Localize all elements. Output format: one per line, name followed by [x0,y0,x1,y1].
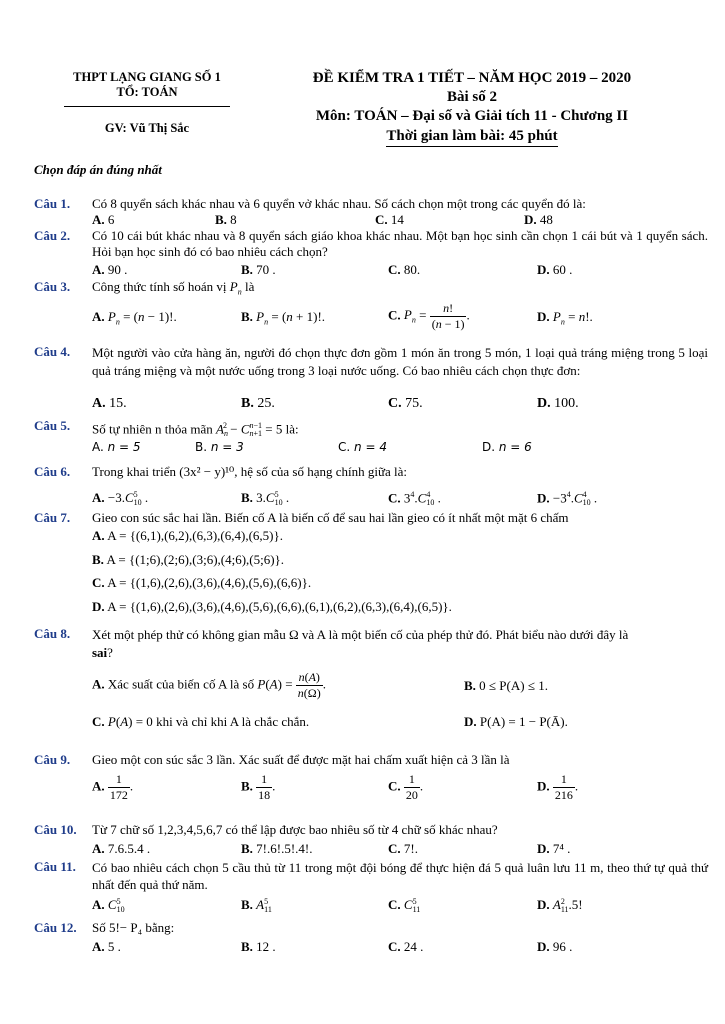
option-b[interactable]: B. n = 3 [195,440,244,454]
question-text: Có bao nhiêu cách chọn 5 cầu thủ từ 11 trong một đội bóng để thực hiện đá 5 quả luân lưu 11 m, theo thứ tự quả thứ nhất đến quả thứ năm. [92,860,708,892]
time-line: Thời gian làm bài: 45 phút [386,126,557,147]
option-a[interactable]: A. Xác suất của biến cố A là số P(A) = $\frac{n(A)}{n(\Omega)}$ . [92,670,326,700]
exam-title: ĐỀ KIỂM TRA 1 TIẾT – NĂM HỌC 2019 – 2020 [312,70,632,86]
option-a[interactable]: A. 6 [92,212,115,227]
option-d[interactable]: D. 100. [537,396,579,411]
option-c[interactable]: C. n = 4 [338,440,387,454]
question-text: Gieo con súc sắc hai lần. Biến cố A là biến cố để sau hai lần gieo có ít nhất một mặt 6 chấm [92,510,569,525]
school-name: THPT LẠNG GIANG SỐ 1 [73,70,221,84]
teacher-name: GV: Vũ Thị Sắc [104,121,190,135]
option-a[interactable]: A. 15. [92,396,127,411]
option-a[interactable]: A. $\frac{1}{172}$ . [92,772,134,802]
option-b[interactable]: B. A5 11 [241,897,272,915]
option-c[interactable]: C. $\frac{1}{20}$ . [388,772,424,802]
option-c[interactable]: C. C5 11 [388,897,421,915]
option-a[interactable]: A. n = 5 [92,440,141,454]
option-b[interactable]: B. 25. [241,396,275,411]
header-left [58,70,236,136]
option-d[interactable]: D. 60 . [537,262,573,277]
option-d[interactable]: D. A2 11.5! [537,897,583,915]
question-number: Câu 7. [34,510,71,525]
option-b[interactable]: B. 12 . [241,939,276,954]
option-c[interactable]: C. 24 . [388,939,424,954]
question-text: Xét một phép thử có không gian mẫu Ω và A là một biến cố của phép thử đó. Phát biểu nào dưới đây là [92,627,629,642]
option-a[interactable]: A. A = {(6,1),(6,2),(6,3),(6,4),(6,5)}. [92,528,283,543]
question-number: Câu 4. [34,344,71,359]
question-text: Số 5!− P₄ bằng: [92,920,175,935]
question-text: Số tự nhiên n thỏa mãn [92,421,213,437]
question-number: Câu 10. [34,822,77,837]
option-d[interactable]: D. 96 . [537,939,573,954]
option-d[interactable]: D. n = 6 [482,440,532,454]
option-b[interactable]: B. 70 . [241,262,276,277]
department: TỔ: TOÁN [116,85,178,99]
option-b[interactable]: B. 7!.6!.5!.4!. [241,841,313,856]
question-text: Có 10 cái bút khác nhau và 8 quyển sách giáo khoa khác nhau. Một bạn học sinh cần chọn 1 cái bút và 1 quyển sách. Hỏi bạn học sinh đó có bao nhiêu cách chọn? [92,228,708,259]
option-a[interactable]: A. $P_n = (n - 1)$!. [92,309,177,327]
option-d[interactable]: D. $\frac{1}{216}$ . [537,772,579,802]
option-c[interactable]: C. P(A) = 0 khi và chỉ khi A là chắc chắn. [92,714,310,729]
question-number: Câu 1. [34,196,71,211]
option-b[interactable]: B. $\frac{1}{18}$ . [241,772,276,802]
question-text: Trong khai triển (3x² − y)¹⁰, hệ số của số hạng chính giữa là: [92,464,408,479]
option-d[interactable]: D. $P_n = n$!. [537,309,593,327]
option-c[interactable]: C. 75. [388,396,423,411]
option-d[interactable]: D. 48 [524,212,553,227]
question-number: Câu 11. [34,859,76,874]
option-a[interactable]: A. C5 10 [92,897,125,915]
question-number: Câu 6. [34,464,71,479]
question-number: Câu 9. [34,752,71,767]
option-c[interactable]: C. $P_n$ = $\frac{n!}{(n - 1)}$ . [388,301,470,331]
question-keyword: sai [92,645,108,660]
question-text: Có 8 quyển sách khác nhau và 6 quyển vở khác nhau. Số cách chọn một trong các quyển đó là: [92,196,586,211]
option-a[interactable]: A. 7.6.5.4 . [92,841,151,856]
option-a[interactable]: A. 90 . [92,262,128,277]
option-c[interactable]: C. $3^4.C4$ 10 . [388,490,441,508]
question-text: Một người vào cửa hàng ăn, người đó chọn thực đơn gồm 1 món ăn trong 5 món, 1 loại quả tráng miệng trong 5 loại quả tráng miệng và một nước uống trong 3 loại nước uống. Có bao nhiêu cách chọn thực đơn: [92,345,708,378]
question-number: Câu 8. [34,626,71,641]
option-d[interactable]: D. P(A) = 1 − P(Ā). [464,714,568,729]
option-a[interactable]: A. 5 . [92,939,121,954]
question-text: Công thức tính số hoán vị [92,279,227,294]
header-right [282,69,662,147]
subject-line: Môn: TOÁN – Đại số và Giải tích 11 - Chương II [315,108,629,124]
question-text: Gieo một con súc sắc 3 lần. Xác suất để được mặt hai chấm xuất hiện cả 3 lần là [92,752,510,767]
option-b[interactable]: B. 8 [215,212,237,227]
option-c[interactable]: C. 7!. [388,841,418,856]
option-a[interactable]: A. −3.C5 10 . [92,490,149,508]
instruction: Chọn đáp án đúng nhất [34,162,162,177]
option-d[interactable]: D. A = {(1,6),(2,6),(3,6),(4,6),(5,6),(6,6),(6,1),(6,2),(6,3),(6,4),(6,5)}. [92,599,452,614]
option-c[interactable]: C. 80. [388,262,421,277]
option-d[interactable]: D. 7⁴ . [537,841,571,856]
header-divider [64,106,230,107]
question-number: Câu 3. [34,279,71,294]
question-number: Câu 12. [34,920,77,935]
question-text: Từ 7 chữ số 1,2,3,4,5,6,7 có thể lập được bao nhiêu số từ 4 chữ số khác nhau? [92,822,498,837]
question-number: Câu 5. [34,418,71,433]
question-number: Câu 2. [34,228,71,243]
test-number: Bài số 2 [446,89,497,105]
option-b[interactable]: B. 0 ≤ P(A) ≤ 1. [464,678,548,693]
option-b[interactable]: B. 3.C5 10 . [241,490,290,508]
option-c[interactable]: C. A = {(1,6),(2,6),(3,6),(4,6),(5,6),(6,6)}. [92,575,312,590]
option-b[interactable]: B. $P_n = (n + 1)$!. [241,309,326,327]
option-d[interactable]: D. $-3^4.C4$ 10 . [537,490,598,508]
option-c[interactable]: C. 14 [375,212,404,227]
option-b[interactable]: B. A = {(1;6),(2;6),(3;6),(4;6),(5;6)}. [92,552,285,567]
